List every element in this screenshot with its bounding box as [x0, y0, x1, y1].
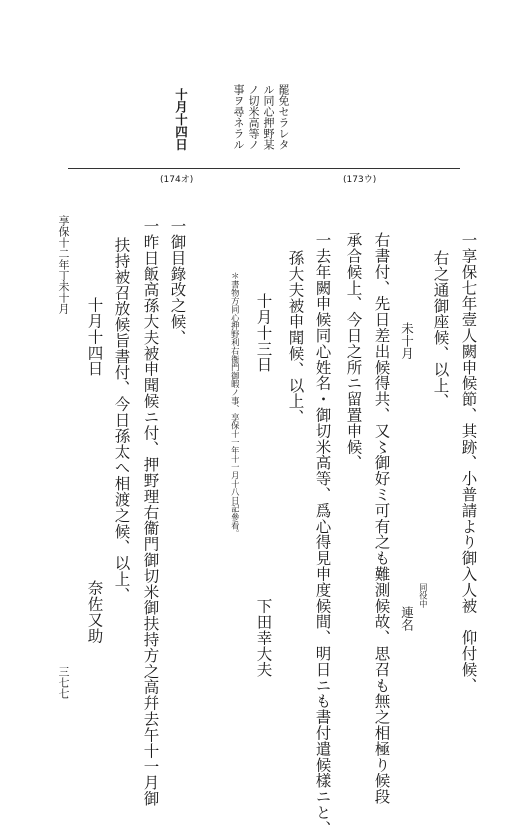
date-heading: 十月十四日	[173, 88, 189, 151]
doc1-date2: 十月十三日	[254, 293, 273, 373]
margin-year: 享保十二年丁未十月	[57, 215, 70, 314]
doc1-item2-line2: 孫大夫被申聞候、以上、	[286, 250, 305, 425]
headnote-col-3: ノ切米高等ノ	[247, 84, 260, 150]
doc1-signer2: 下田幸大夫	[254, 598, 273, 678]
doc2-item2-line2: 扶持被召放候旨書付、今日孫太へ相渡之候、以上、	[112, 237, 131, 603]
doc2-date: 十月十四日	[85, 297, 104, 377]
doc1-item1-line1: 一享保七年壹人闕申候節、其跡、小普請より御入人被 仰付候、	[459, 232, 478, 694]
doc1-note: ＊書物方同心押野利右衞門御暇ノ事、享保十一年十一月十八日記參看。	[230, 272, 241, 538]
doc1-item1-line2: 右之通御座候、以上、	[431, 250, 450, 409]
doc1-line4: 承合候上、今日之所ニ留置申候、	[344, 232, 363, 471]
doc1-date: 未十月	[399, 322, 415, 360]
doc1-signature: 連名	[399, 606, 415, 631]
headnote-col-1: 罷免セラレタ	[277, 84, 290, 150]
folio-left: (174オ)	[160, 175, 194, 185]
doc2-item1: 一御目錄改之候、	[168, 218, 187, 346]
folio-right: (173ウ)	[343, 175, 377, 185]
doc2-item2-line1: 一昨日飯高孫大夫被申聞候ニ付、押野理右衞門御切米御扶持方之高幷去午十一月御	[141, 218, 160, 807]
doc1-office: 同役中	[418, 583, 429, 608]
headnote-col-2: ル同心押野某	[262, 84, 275, 150]
header-rule	[68, 168, 460, 169]
headnote-col-4: 事ヲ尋ネラル	[232, 84, 245, 150]
page-number: 三七七	[57, 666, 70, 699]
doc1-item2-line1: 一去年闕申候同心姓名・御切米高等、爲心得見申度候間、明日ニも書付遣候樣ニと、	[313, 232, 332, 836]
doc2-signer: 奈佐又助	[85, 580, 104, 644]
doc1-line3: 右書付、先日差出候得共、又〻御好ミ可有之も難測候故、思召も無之相極り候段	[372, 232, 391, 805]
